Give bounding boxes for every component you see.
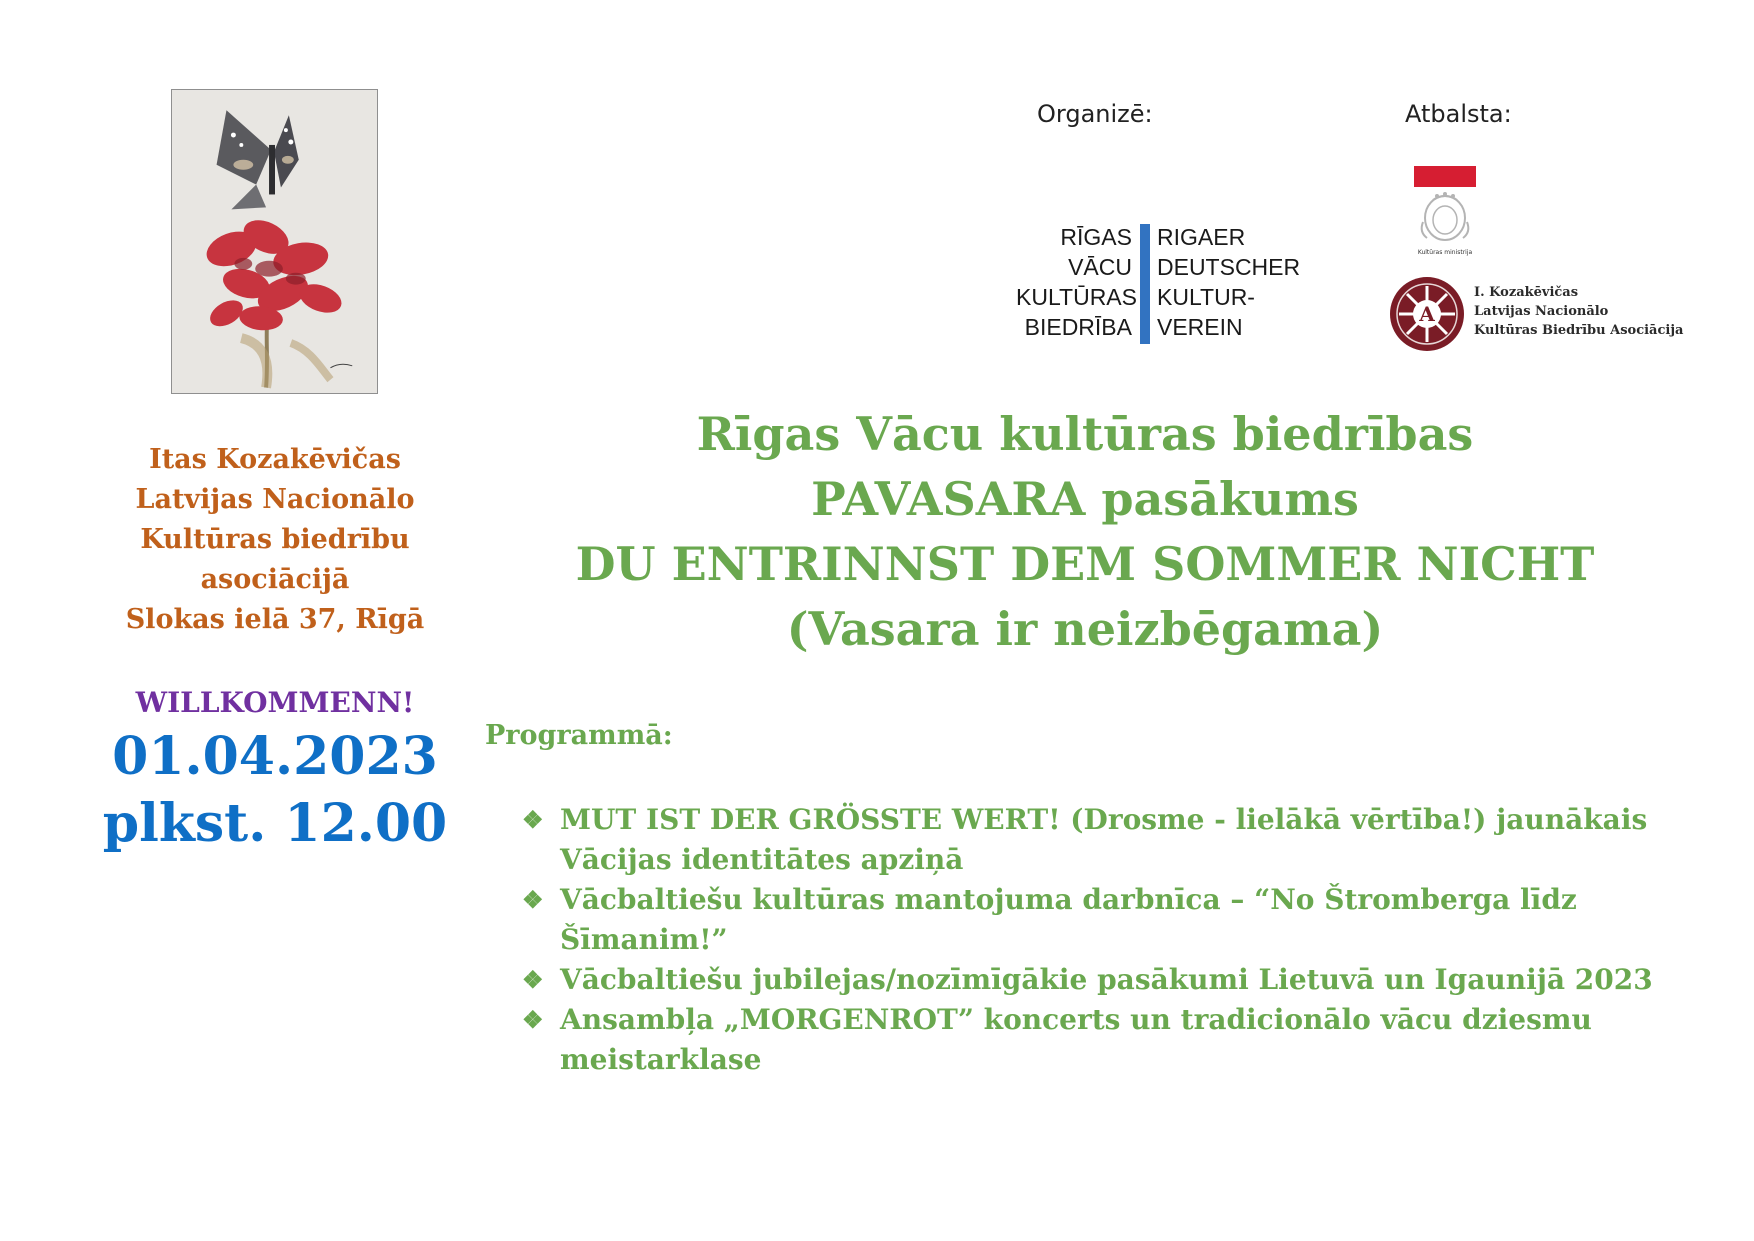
logo-text-de: VEREIN	[1157, 314, 1243, 340]
venue-line: Kultūras biedrību	[140, 524, 410, 555]
supporters-heading: Atbalsta:	[1405, 100, 1512, 128]
event-title	[520, 402, 1650, 662]
diamond-bullet-icon: ❖	[522, 805, 544, 834]
association-line: I. Kozakēvičas	[1474, 285, 1579, 300]
program-heading: Programmā:	[485, 720, 673, 751]
logo-text-de: DEUTSCHER	[1157, 254, 1301, 280]
program-item	[522, 880, 1672, 960]
logo-divider-bar	[1140, 224, 1150, 344]
program-item	[522, 960, 1672, 1000]
logo-text-de: KULTUR-	[1157, 284, 1255, 310]
logo-text-lv: KULTŪRAS	[1016, 284, 1137, 310]
event-date: 01.04.2023	[112, 726, 438, 787]
emblem-letter: A	[1419, 302, 1435, 326]
association-emblem-icon	[1389, 276, 1465, 352]
title-line: DU ENTRINNST DEM SOMMER NICHT	[575, 537, 1595, 591]
flag-icon	[1414, 166, 1476, 187]
association-line: Kultūras Biedrību Asociācija	[1474, 323, 1684, 338]
logo-text-lv: BIEDRĪBA	[1024, 314, 1132, 340]
title-line: PAVASARA pasākums	[811, 472, 1359, 526]
venue-address: Slokas ielā 37, Rīgā	[125, 604, 425, 635]
title-line: Rīgas Vācu kultūras biedrības	[696, 407, 1474, 461]
organizers-heading: Organizē:	[1037, 100, 1153, 128]
program-item	[522, 1000, 1672, 1080]
association-line: Latvijas Nacionālo	[1474, 304, 1609, 319]
event-time: plkst. 12.00	[102, 793, 448, 854]
ministry-logo	[1400, 192, 1490, 260]
ministry-label: Kultūras ministrija	[1417, 249, 1473, 256]
logo-text-de: RIGAER	[1157, 224, 1246, 250]
diamond-bullet-icon: ❖	[522, 1005, 544, 1034]
program-item-text: Vācbaltiešu kultūras mantojuma darbnīca – “No Štromberga līdz Šīmanim!”	[560, 883, 1577, 956]
venue-line: asociācijā	[200, 564, 350, 595]
program-item-text: MUT IST DER GRÖSSTE WERT! (Drosme - lielākā vērtība!) jaunākais Vācijas identitātes apziņā	[560, 803, 1648, 876]
venue-line: Itas Kozakēvičas	[149, 444, 401, 475]
organizer-logo	[1016, 222, 1306, 344]
logo-text-lv: RĪGAS	[1060, 224, 1132, 250]
coat-of-arms-icon	[1415, 192, 1475, 244]
logo-text-lv: VĀCU	[1068, 254, 1132, 280]
association-name	[1474, 283, 1714, 340]
title-line: (Vasara ir neizbēgama)	[786, 602, 1384, 656]
diamond-bullet-icon: ❖	[522, 885, 544, 914]
venue-line: Latvijas Nacionālo	[135, 484, 415, 515]
program-item-text: Vācbaltiešu jubilejas/nozīmīgākie pasākumi Lietuvā un Igaunijā 2023	[560, 963, 1653, 996]
program-list	[522, 800, 1672, 1080]
program-item	[522, 800, 1672, 880]
painting-image	[171, 89, 378, 394]
greeting-text: WILLKOMMENN!	[135, 686, 415, 719]
diamond-bullet-icon: ❖	[522, 965, 544, 994]
program-item-text: Ansambļa „MORGENROT” koncerts un tradicionālo vācu dziesmu meistarklase	[560, 1003, 1592, 1076]
